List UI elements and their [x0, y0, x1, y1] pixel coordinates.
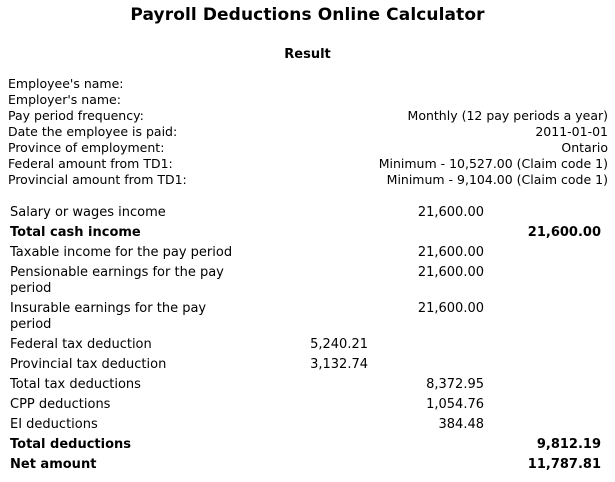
info-value: Monthly (12 pay periods a year): [407, 108, 608, 123]
row-amount: 21,600.00: [417, 245, 484, 260]
row-total: 9,812.19: [536, 437, 601, 452]
info-value: 2011-01-01: [535, 124, 608, 139]
info-label: Pay period frequency:: [8, 108, 144, 123]
info-value: Ontario: [561, 140, 608, 155]
row-insurable-earnings: [10, 300, 610, 336]
row-label: Salary or wages income: [10, 205, 166, 220]
row-label: CPP deductions: [10, 397, 111, 412]
row-salary: [10, 204, 610, 224]
row-federal-tax: [10, 336, 610, 356]
row-provincial-tax: [10, 356, 610, 376]
row-amount: 21,600.00: [417, 265, 484, 280]
page-title: Payroll Deductions Online Calculator: [130, 5, 485, 25]
row-label: Total cash income: [10, 225, 141, 240]
info-label: Date the employee is paid:: [8, 124, 178, 139]
row-total-deductions: [10, 436, 610, 456]
row-cpp: [10, 396, 610, 416]
row-label: Insurable earnings for the pay period: [10, 301, 207, 332]
row-label: Total tax deductions: [10, 377, 141, 392]
info-row-province: [8, 140, 608, 156]
row-label: EI deductions: [10, 417, 98, 432]
info-value: Minimum - 10,527.00 (Claim code 1): [378, 156, 608, 171]
info-row-provincial-td1: [8, 172, 608, 188]
row-label: Pensionable earnings for the pay period: [10, 265, 224, 296]
row-taxable-income: [10, 244, 610, 264]
row-net-amount: [10, 456, 610, 476]
row-amount: 384.48: [438, 417, 484, 432]
row-label: Net amount: [10, 457, 97, 472]
info-row-pay-date: [8, 124, 608, 140]
row-amount: 8,372.95: [426, 377, 484, 392]
info-label: Federal amount from TD1:: [8, 156, 173, 171]
row-amount: 21,600.00: [417, 205, 484, 220]
row-sub-amount: 3,132.74: [310, 357, 368, 372]
info-row-pay-period-frequency: [8, 108, 608, 124]
deductions-table: [10, 204, 610, 476]
row-total: 11,787.81: [527, 457, 601, 472]
row-pensionable-earnings: [10, 264, 610, 300]
result-heading: Result: [284, 47, 331, 62]
row-total-tax: [10, 376, 610, 396]
info-label: Employee's name:: [8, 76, 124, 91]
info-row-employer-name: [8, 92, 608, 108]
row-sub-amount: 5,240.21: [310, 337, 368, 352]
row-label: Total deductions: [10, 437, 132, 452]
row-total: 21,600.00: [527, 225, 601, 240]
row-label: Federal tax deduction: [10, 337, 152, 352]
row-amount: 21,600.00: [417, 301, 484, 316]
row-amount: 1,054.76: [426, 397, 484, 412]
row-ei: [10, 416, 610, 436]
employee-info-section: [8, 76, 608, 188]
info-row-federal-td1: [8, 156, 608, 172]
info-row-employee-name: [8, 76, 608, 92]
info-label: Province of employment:: [8, 140, 165, 155]
info-label: Employer's name:: [8, 92, 121, 107]
info-value: Minimum - 9,104.00 (Claim code 1): [386, 172, 608, 187]
info-label: Provincial amount from TD1:: [8, 172, 187, 187]
row-total-cash-income: [10, 224, 610, 244]
row-label: Provincial tax deduction: [10, 357, 167, 372]
row-label: Taxable income for the pay period: [10, 245, 233, 260]
